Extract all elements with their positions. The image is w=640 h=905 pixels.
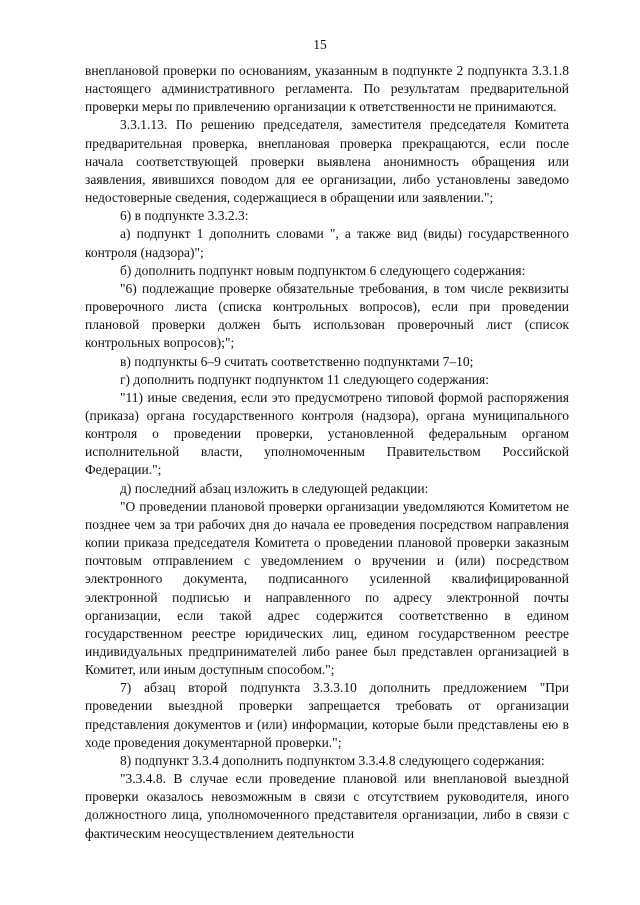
paragraph: 8) подпункт 3.3.4 дополнить подпунктом 3.3.4.8 следующего содержания:	[120, 752, 545, 768]
paragraph: "О проведении плановой проверки организации уведомляются Комитетом не позднее чем за три рабочих дня до начала ее проведения посредством направления копии приказа председателя Комитета о проведении плановой проверки заказным почтовым отправлением с уведомлением о вручении и (или) посредством электронного документа, подписанного усиленной квалифицированной электронной подписью и направленного по адресу электронной почты организации, если такой адрес содержится соответственно в едином государственном реестре юридических лиц, едином государственном реестре индивидуальных предпринимателей либо ранее был представлен организацией в Комитет, или иным доступным способом.";	[85, 498, 569, 678]
paragraph: в) подпункты 6–9 считать соответственно подпунктами 7–10;	[120, 353, 474, 369]
paragraph: г) дополнить подпункт подпунктом 11 следующего содержания:	[120, 371, 489, 387]
paragraph: б) дополнить подпункт новым подпунктом 6 следующего содержания:	[120, 262, 526, 278]
paragraph: "3.3.4.8. В случае если проведение плановой или внеплановой выездной проверки оказалось невозможным в связи с отсутствием руководителя, иного должностного лица, уполномоченного представителя организации, либо в связи с фактическим неосуществлением деятельности	[85, 771, 569, 841]
paragraph: д) последний абзац изложить в следующей редакции:	[120, 480, 429, 496]
paragraph: а) подпункт 1 дополнить словами ", а также вид (виды) государственного контроля (надзора)";	[85, 226, 569, 260]
document-body	[85, 62, 569, 843]
paragraph: 3.3.1.13. По решению председателя, заместителя председателя Комитета предварительная проверка, внеплановая проверка прекращаются, если после начала соответствующей проверки выявлена анонимность обращения или заявления, явившихся поводом для ее организации, либо установлены заведомо недостоверные сведения, содержащиеся в обращении или заявлении.";	[85, 117, 569, 206]
paragraph: "11) иные сведения, если это предусмотрено типовой формой распоряжения (приказа) органа государственного контроля (надзора), органа муниципального контроля о проведении проверки, установленной федеральным органом исполнительной власти, уполномоченным Правительством Российской Федерации.";	[85, 389, 569, 478]
paragraph: 7) абзац второй подпункта 3.3.3.10 дополнить предложением "При проведении выездной проверки запрещается требовать от организации представления документов и (или) информации, которые были представлены ею в ходе проведения документарной проверки.";	[85, 680, 569, 750]
paragraph: "6) подлежащие проверке обязательные требования, в том числе реквизиты проверочного листа (списка контрольных вопросов), если при проведении плановой проверки должен быть использован проверочный лист (список контрольных вопросов);";	[85, 280, 569, 351]
paragraph: 6) в подпункте 3.3.2.3:	[120, 208, 249, 224]
paragraph: внеплановой проверки по основаниям, указанным в подпункте 2 подпункта 3.3.1.8 настоящего административного регламента. По результатам предварительной проверки меры по привлечению организации к ответственности не принимаются.	[85, 63, 569, 115]
page-number: 15	[313, 37, 327, 52]
